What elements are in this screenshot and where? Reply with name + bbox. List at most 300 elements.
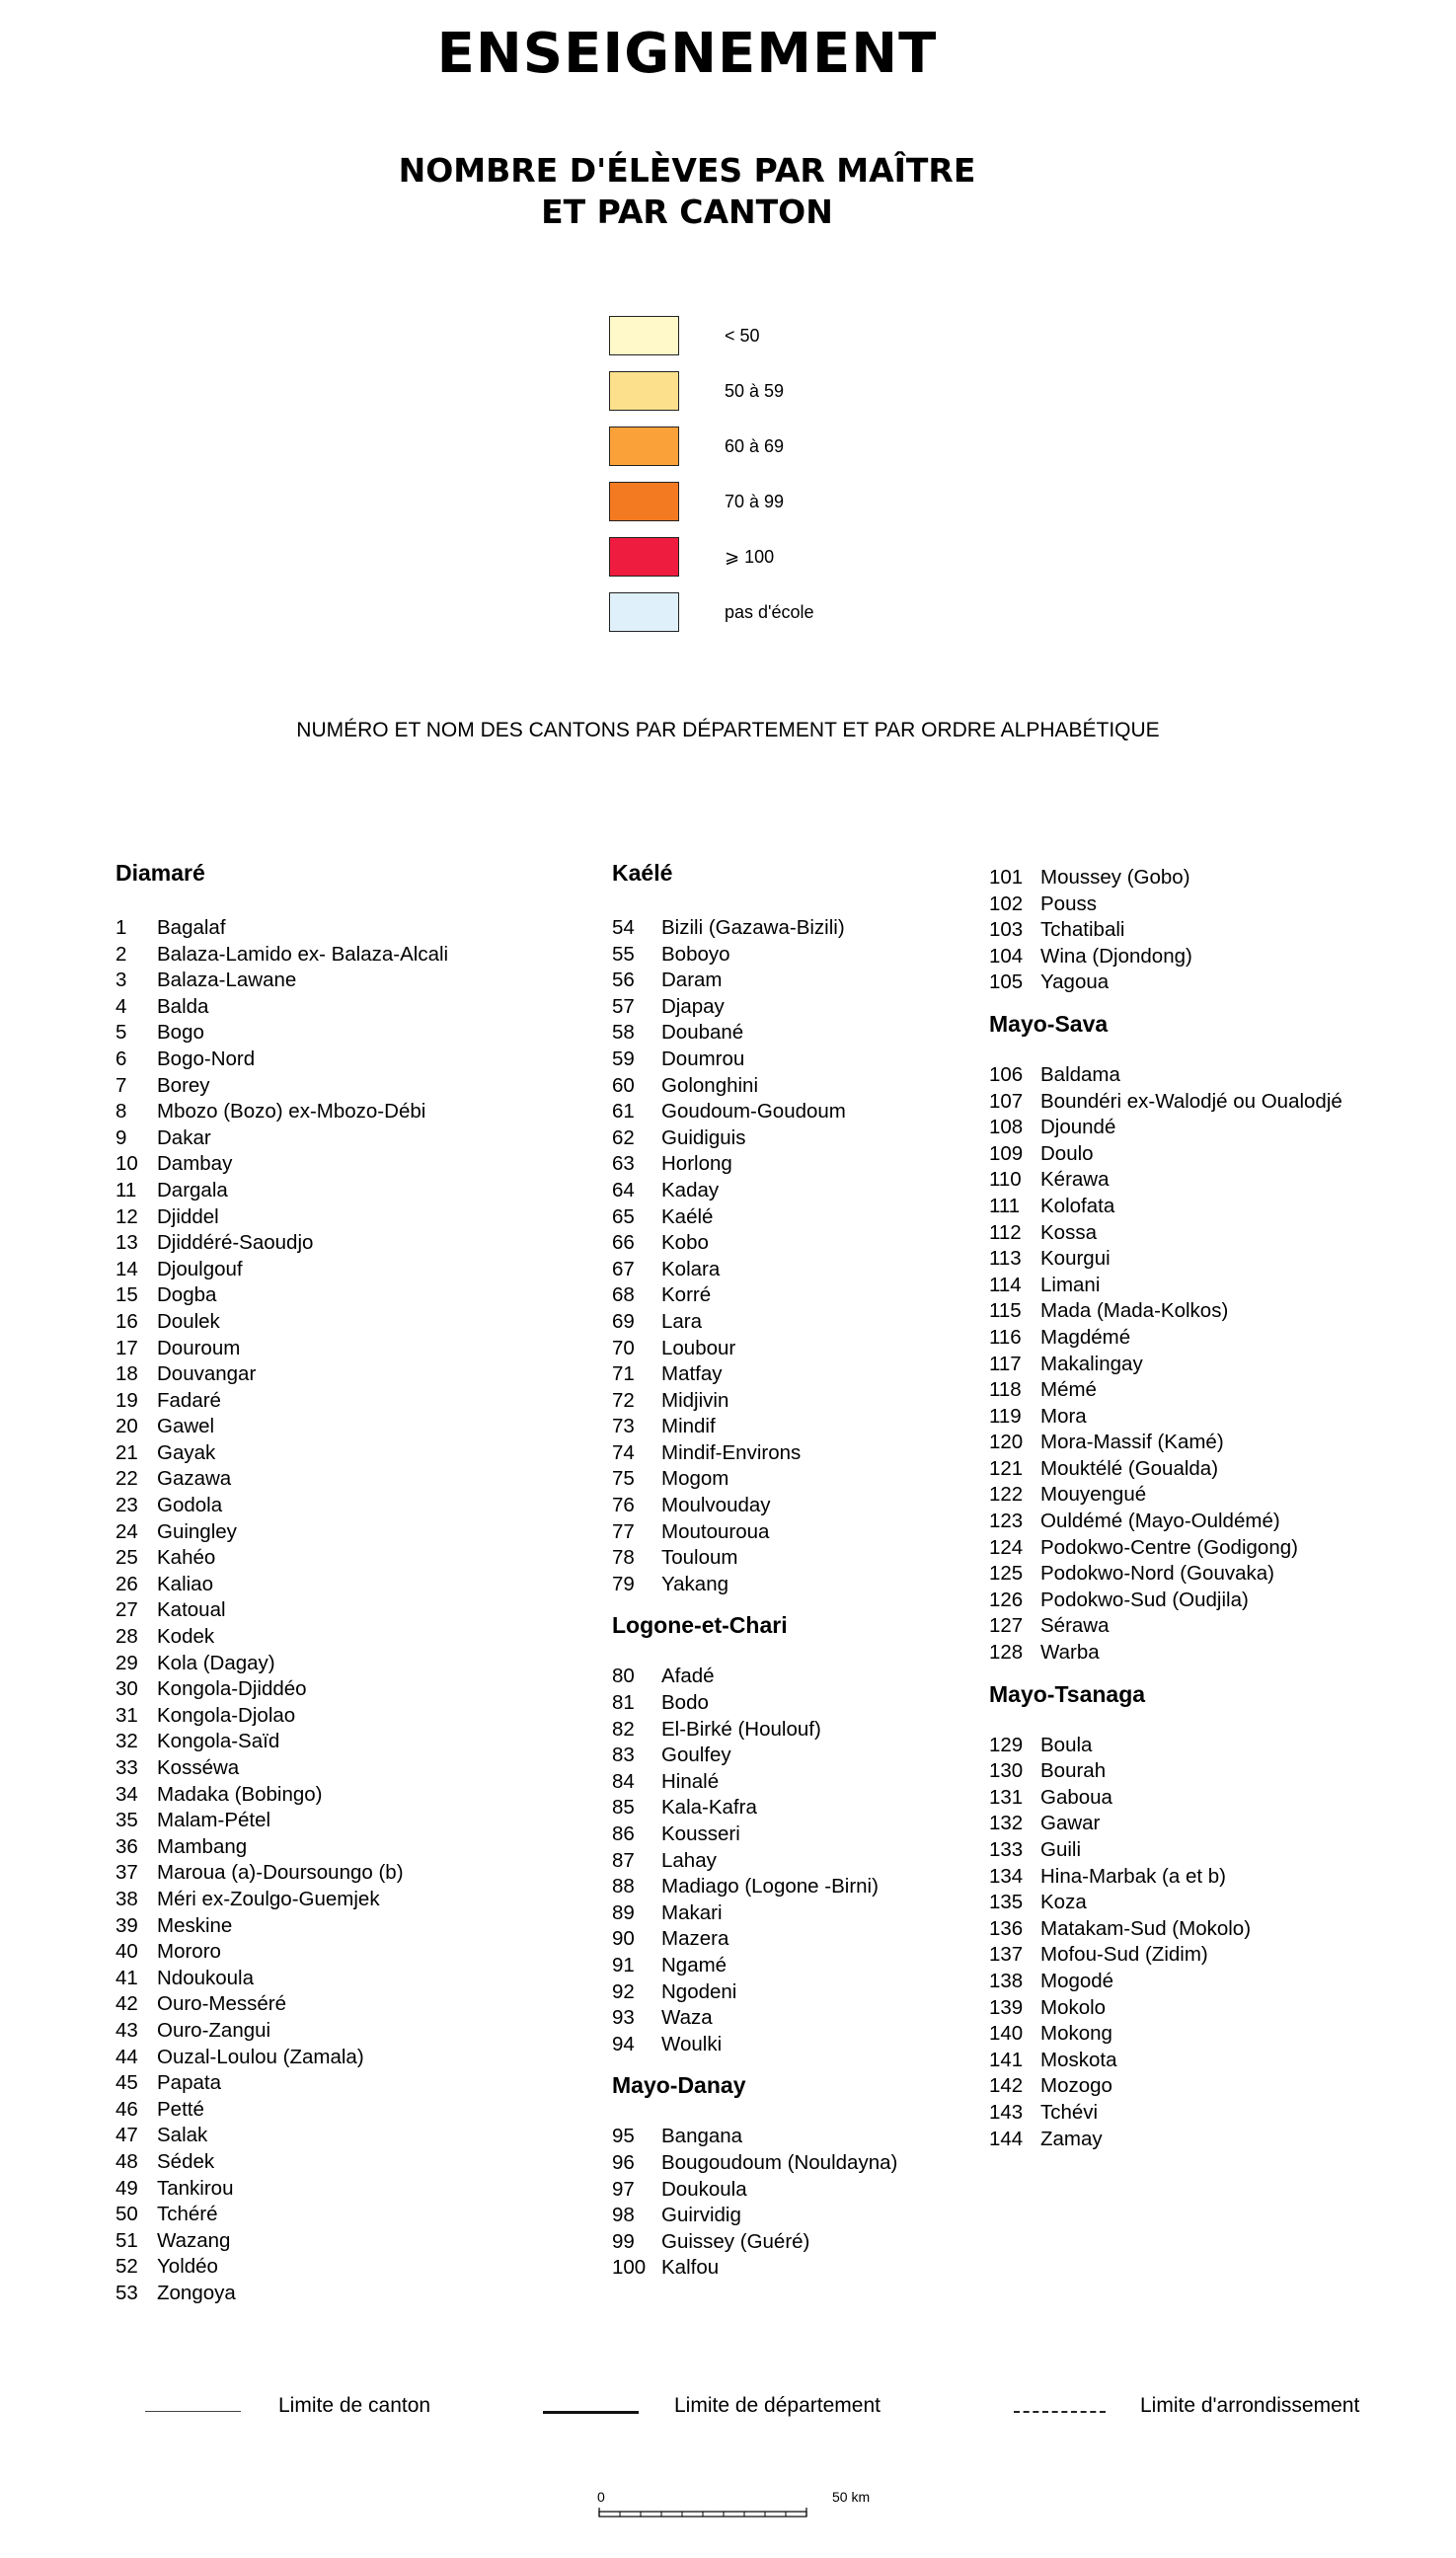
canton-number: 79 [612, 1572, 635, 1595]
canton-name: Yagoua [1040, 970, 1110, 994]
canton-number: 63 [612, 1152, 635, 1176]
page-title: ENSEIGNEMENT [436, 22, 938, 86]
canton-number: 115 [989, 1299, 1022, 1323]
canton-row [989, 1758, 1342, 1785]
canton-row [989, 1115, 1342, 1141]
canton-name: Doulek [157, 1309, 220, 1333]
canton-row [989, 1273, 1342, 1299]
legend-swatch [609, 316, 679, 355]
canton-row [989, 1890, 1342, 1916]
canton-name: Moussey (Gobo) [1040, 866, 1190, 889]
canton-name: Hina-Marbak (a et b) [1040, 1864, 1226, 1888]
canton-name: Kobo [661, 1231, 709, 1255]
canton-number: 93 [612, 2006, 635, 2030]
canton-row [115, 1966, 448, 1992]
canton-row [115, 1991, 448, 2018]
legend-swatch [609, 537, 679, 577]
canton-name: Gaboua [1040, 1785, 1112, 1809]
scale-end-label: 50 km [832, 2489, 871, 2505]
canton-row [612, 1388, 897, 1415]
canton-number: 75 [612, 1467, 635, 1491]
canton-number: 140 [989, 2022, 1024, 2046]
canton-number: 24 [115, 1519, 138, 1543]
canton-row [612, 2177, 897, 2204]
canton-row [115, 1939, 448, 1966]
canton-name: Matfay [661, 1362, 723, 1386]
canton-number: 33 [115, 1756, 138, 1779]
canton-number: 41 [115, 1966, 138, 1989]
canton-row [115, 1834, 448, 1861]
canton-name: Koza [1040, 1891, 1087, 1914]
canton-name: Gawel [157, 1415, 215, 1438]
legend-item [609, 537, 1004, 579]
canton-row [989, 1404, 1342, 1431]
canton-number: 69 [612, 1309, 635, 1333]
canton-name: Djapay [661, 994, 725, 1018]
canton-name: Bizili (Gazawa-Bizili) [661, 916, 845, 939]
canton-name: Bangana [661, 2125, 743, 2148]
canton-name: Lahay [661, 1848, 717, 1872]
canton-name: Boula [1040, 1733, 1093, 1756]
canton-number: 35 [115, 1809, 138, 1832]
canton-number: 25 [115, 1546, 138, 1570]
canton-row [989, 944, 1342, 970]
canton-row [115, 1336, 448, 1362]
department-boundary-sample [543, 2411, 639, 2414]
canton-name: Tchévi [1040, 2100, 1099, 2124]
canton-name: Limani [1040, 1273, 1101, 1296]
canton-number: 135 [989, 1891, 1024, 1914]
canton-row [989, 1942, 1342, 1969]
canton-name: Mora [1040, 1404, 1087, 1428]
canton-number: 55 [612, 942, 635, 966]
canton-number: 22 [115, 1467, 138, 1491]
canton-number: 110 [989, 1168, 1022, 1192]
canton-number: 60 [612, 1073, 635, 1097]
canton-number: 46 [115, 2097, 138, 2121]
canton-name: Kérawa [1040, 1168, 1110, 1192]
canton-name: Godola [157, 1494, 223, 1517]
canton-row [612, 2203, 897, 2229]
canton-row [115, 2228, 448, 2255]
department-title: Diamaré [115, 860, 205, 886]
canton-name: Sérawa [1040, 1614, 1110, 1638]
canton-number: 112 [989, 1220, 1022, 1244]
canton-number: 18 [115, 1362, 138, 1386]
canton-name: Madiago (Logone -Birni) [661, 1875, 879, 1899]
canton-name: Mada (Mada-Kolkos) [1040, 1299, 1229, 1323]
canton-name: Papata [157, 2071, 221, 2095]
canton-number: 83 [612, 1744, 635, 1767]
canton-name: Bourah [1040, 1759, 1107, 1783]
legend-swatch [609, 426, 679, 466]
canton-row [115, 1466, 448, 1493]
canton-boundary-sample [145, 2411, 241, 2412]
canton-number: 16 [115, 1309, 138, 1333]
canton-number: 64 [612, 1178, 635, 1201]
canton-row [115, 1624, 448, 1651]
canton-row [115, 1887, 448, 1913]
canton-name: Boboyo [661, 942, 730, 966]
canton-name: Magdémé [1040, 1325, 1131, 1349]
column-1 [115, 859, 448, 2306]
canton-name: Mouyengué [1040, 1483, 1147, 1507]
canton-name: Ouldémé (Mayo-Ouldémé) [1040, 1510, 1280, 1533]
canton-number: 1 [115, 916, 127, 939]
canton-row [115, 1414, 448, 1440]
canton-name: Tchatibali [1040, 918, 1125, 942]
canton-name: Djiddéré-Saoudjo [157, 1231, 314, 1255]
canton-name: Kousseri [661, 1822, 740, 1845]
canton-number: 11 [115, 1178, 137, 1201]
canton-number: 51 [115, 2228, 138, 2252]
canton-name: Bodo [661, 1691, 709, 1715]
canton-number: 97 [612, 2177, 635, 2201]
canton-number: 127 [989, 1614, 1024, 1638]
canton-name: Pouss [1040, 891, 1097, 915]
canton-name: Bagalaf [157, 916, 226, 939]
canton-name: Mogom [661, 1467, 729, 1491]
canton-number: 81 [612, 1691, 635, 1715]
legend-item [609, 426, 1004, 468]
canton-row [115, 942, 448, 969]
canton-number: 105 [989, 970, 1024, 994]
canton-row [612, 1900, 897, 1927]
canton-name: Kongola-Djolao [157, 1703, 296, 1727]
canton-row [115, 2123, 448, 2149]
canton-number: 47 [115, 2124, 138, 2147]
canton-row [612, 1125, 897, 1152]
canton-name: Balaza-Lawane [157, 969, 297, 992]
canton-row [612, 1178, 897, 1204]
canton-number: 123 [989, 1510, 1024, 1533]
canton-row [115, 1230, 448, 1257]
canton-row [115, 1703, 448, 1730]
canton-row [989, 2073, 1342, 2100]
canton-row [989, 1377, 1342, 1404]
canton-name: Djiddel [157, 1204, 219, 1228]
canton-row [612, 1953, 897, 1979]
canton-name: Dakar [157, 1125, 211, 1149]
canton-name: Méri ex-Zoulgo-Guemjek [157, 1887, 380, 1910]
canton-row [115, 994, 448, 1021]
canton-row [612, 1493, 897, 1519]
canton-row [612, 1440, 897, 1467]
canton-name: Kaliao [157, 1572, 213, 1595]
canton-name: Moutouroua [661, 1519, 770, 1543]
canton-name: Kola (Dagay) [157, 1651, 275, 1674]
canton-row [115, 1572, 448, 1598]
canton-row [612, 1099, 897, 1125]
canton-name: Ouzal-Loulou (Zamala) [157, 2045, 364, 2068]
canton-name: Mozogo [1040, 2074, 1112, 2098]
canton-number: 113 [989, 1247, 1022, 1271]
canton-row [612, 994, 897, 1021]
canton-row [989, 1509, 1342, 1535]
canton-row [612, 1282, 897, 1309]
canton-row [612, 2255, 897, 2282]
canton-row [989, 1062, 1342, 1089]
canton-number: 45 [115, 2071, 138, 2095]
canton-row [115, 2097, 448, 2124]
canton-row [612, 1690, 897, 1717]
canton-name: Guissey (Guéré) [661, 2229, 810, 2253]
canton-name: Mindif-Environs [661, 1440, 802, 1464]
canton-row [115, 1178, 448, 1204]
canton-row [989, 1969, 1342, 1995]
canton-row [115, 2070, 448, 2097]
canton-row [115, 1782, 448, 1809]
canton-number: 74 [612, 1440, 635, 1464]
canton-number: 71 [612, 1362, 635, 1386]
column-2 [612, 859, 897, 2282]
canton-row [115, 2176, 448, 2203]
legend-label: ⩾ 100 [725, 547, 775, 567]
canton-number: 137 [989, 1943, 1024, 1967]
canton-number: 91 [612, 1953, 635, 1977]
canton-number: 130 [989, 1759, 1024, 1783]
canton-number: 100 [612, 2256, 647, 2280]
canton-number: 67 [612, 1257, 635, 1280]
canton-row [612, 2032, 897, 2058]
canton-name: Guili [1040, 1838, 1082, 1861]
canton-row [612, 1979, 897, 2006]
canton-name: Boundéri ex-Walodjé ou Oualodjé [1040, 1089, 1342, 1113]
legend-label: 50 à 59 [725, 381, 785, 401]
canton-row [115, 1282, 448, 1309]
canton-name: Kosséwa [157, 1756, 240, 1779]
canton-number: 84 [612, 1769, 635, 1793]
canton-number: 48 [115, 2149, 138, 2173]
canton-number: 86 [612, 1822, 635, 1845]
canton-name: Lara [661, 1309, 703, 1333]
canton-row [612, 1151, 897, 1178]
canton-number: 6 [115, 1046, 127, 1070]
canton-row [989, 1640, 1342, 1667]
canton-row [612, 1717, 897, 1744]
canton-number: 8 [115, 1100, 127, 1124]
canton-row [989, 2127, 1342, 2153]
legend-item [609, 371, 1004, 413]
canton-row [612, 2150, 897, 2177]
canton-number: 94 [612, 2032, 635, 2055]
canton-name: Midjivin [661, 1388, 729, 1412]
canton-number: 68 [612, 1283, 635, 1307]
canton-number: 12 [115, 1204, 138, 1228]
canton-number: 87 [612, 1848, 635, 1872]
canton-name: Hinalé [661, 1769, 720, 1793]
canton-name: Wina (Djondong) [1040, 944, 1192, 968]
canton-row [115, 1125, 448, 1152]
canton-list [612, 915, 897, 1597]
canton-row [115, 1020, 448, 1046]
canton-number: 17 [115, 1336, 138, 1359]
canton-list [989, 1733, 1342, 2153]
canton-name: Podokwo-Sud (Oudjila) [1040, 1588, 1249, 1611]
canton-name: Waza [661, 2006, 713, 2030]
canton-list [989, 1062, 1342, 1667]
canton-name: Balda [157, 994, 209, 1018]
canton-number: 129 [989, 1733, 1024, 1756]
canton-name: Gawar [1040, 1812, 1101, 1835]
canton-name: Warba [1040, 1641, 1100, 1665]
canton-number: 124 [989, 1535, 1024, 1559]
canton-row [989, 1141, 1342, 1168]
canton-name: Malam-Pétel [157, 1809, 271, 1832]
canton-name: Dambay [157, 1152, 233, 1176]
scale-start-label: 0 [597, 2489, 605, 2505]
canton-number: 95 [612, 2125, 635, 2148]
canton-name: Mouktélé (Goualda) [1040, 1456, 1219, 1480]
canton-name: Kala-Kafra [661, 1796, 757, 1820]
canton-row [115, 2281, 448, 2307]
canton-number: 144 [989, 2127, 1024, 2150]
canton-row [612, 1257, 897, 1283]
canton-number: 2 [115, 942, 127, 966]
canton-row [115, 2254, 448, 2281]
canton-number: 26 [115, 1572, 138, 1595]
canton-row [612, 1822, 897, 1848]
canton-name: Tankirou [157, 2176, 234, 2200]
canton-row [989, 1588, 1342, 1614]
canton-name: Goudoum-Goudoum [661, 1100, 846, 1124]
canton-name: Guingley [157, 1519, 237, 1543]
canton-row [612, 1466, 897, 1493]
legend-item [609, 316, 1004, 357]
canton-row [612, 968, 897, 994]
canton-number: 59 [612, 1046, 635, 1070]
canton-number: 111 [989, 1194, 1021, 1217]
canton-row [115, 968, 448, 994]
canton-name: Makari [661, 1900, 723, 1924]
canton-name: Kahéo [157, 1546, 216, 1570]
canton-name: Bogo-Nord [157, 1046, 256, 1070]
canton-number: 21 [115, 1440, 138, 1464]
canton-row [989, 1837, 1342, 1864]
canton-name: Makalingay [1040, 1352, 1143, 1375]
canton-number: 40 [115, 1940, 138, 1964]
canton-name: Borey [157, 1073, 210, 1097]
canton-number: 119 [989, 1404, 1022, 1428]
canton-name: Salak [157, 2124, 208, 2147]
canton-name: Doumrou [661, 1046, 745, 1070]
canton-row [115, 1361, 448, 1388]
canton-row [989, 1916, 1342, 1943]
canton-row [612, 1795, 897, 1822]
canton-name: Ngodeni [661, 1979, 737, 2003]
canton-name: Djoulgouf [157, 1257, 243, 1280]
canton-name: Moskota [1040, 2048, 1117, 2071]
canton-name: Kolofata [1040, 1194, 1115, 1217]
canton-row [989, 1220, 1342, 1247]
canton-row [115, 1099, 448, 1125]
canton-number: 128 [989, 1641, 1024, 1665]
canton-number: 136 [989, 1916, 1024, 1940]
canton-name: Mémé [1040, 1378, 1097, 1402]
canton-number: 44 [115, 2045, 138, 2068]
canton-name: Guidiguis [661, 1125, 746, 1149]
canton-row [115, 1046, 448, 1073]
canton-name: Katoual [157, 1598, 226, 1622]
canton-number: 139 [989, 1995, 1024, 2019]
canton-number: 36 [115, 1834, 138, 1858]
canton-number: 23 [115, 1494, 138, 1517]
canton-name: Daram [661, 969, 723, 992]
canton-name: Goulfey [661, 1744, 731, 1767]
canton-name: Douroum [157, 1336, 241, 1359]
canton-row [612, 915, 897, 942]
department-title: Mayo-Danay [612, 2072, 746, 2099]
canton-number: 142 [989, 2074, 1024, 2098]
canton-number: 80 [612, 1665, 635, 1688]
canton-number: 13 [115, 1231, 138, 1255]
canton-name: Tchéré [157, 2203, 218, 2226]
canton-name: Meskine [157, 1913, 233, 1937]
canton-number: 102 [989, 891, 1024, 915]
canton-number: 52 [115, 2255, 138, 2279]
canton-name: Sédek [157, 2149, 215, 2173]
canton-number: 37 [115, 1861, 138, 1885]
legend-label: 60 à 69 [725, 436, 785, 456]
canton-number: 99 [612, 2229, 635, 2253]
scale-bar [597, 2488, 893, 2532]
canton-list [612, 1664, 897, 2057]
canton-row [989, 969, 1342, 996]
canton-number: 141 [989, 2048, 1024, 2071]
canton-row [115, 1204, 448, 1231]
canton-name: Mogodé [1040, 1969, 1114, 1992]
canton-row [989, 1995, 1342, 2022]
canton-number: 132 [989, 1812, 1024, 1835]
column-3 [989, 865, 1342, 2152]
legend-label: < 50 [725, 326, 760, 346]
canton-number: 14 [115, 1257, 138, 1280]
canton-list [989, 865, 1342, 996]
canton-row [989, 1325, 1342, 1352]
canton-name: Doukoula [661, 2177, 747, 2201]
department-boundary-label: Limite de département [674, 2394, 881, 2417]
canton-name: Loubour [661, 1336, 736, 1359]
canton-name: Yakang [661, 1572, 729, 1595]
canton-number: 19 [115, 1388, 138, 1412]
canton-row [612, 1073, 897, 1100]
canton-name: Ngamé [661, 1953, 728, 1977]
canton-name: Mambang [157, 1834, 248, 1858]
canton-row [612, 1361, 897, 1388]
canton-name: Mindif [661, 1415, 716, 1438]
canton-row [115, 1860, 448, 1887]
canton-row [115, 1440, 448, 1467]
canton-number: 66 [612, 1231, 635, 1255]
canton-row [115, 2149, 448, 2176]
canton-number: 20 [115, 1415, 138, 1438]
canton-row [989, 1613, 1342, 1640]
canton-number: 38 [115, 1887, 138, 1910]
canton-number: 131 [989, 1785, 1024, 1809]
canton-row [612, 1336, 897, 1362]
canton-number: 85 [612, 1796, 635, 1820]
canton-number: 133 [989, 1838, 1024, 1861]
canton-number: 27 [115, 1598, 138, 1622]
arrondissement-boundary-sample [1014, 2411, 1106, 2413]
canton-number: 120 [989, 1431, 1024, 1454]
canton-number: 89 [612, 1900, 635, 1924]
legend-item [609, 482, 1004, 523]
subtitle-line-2: ET PAR CANTON [541, 193, 833, 231]
canton-number: 78 [612, 1546, 635, 1570]
legend-swatch [609, 482, 679, 521]
canton-number: 58 [612, 1021, 635, 1045]
